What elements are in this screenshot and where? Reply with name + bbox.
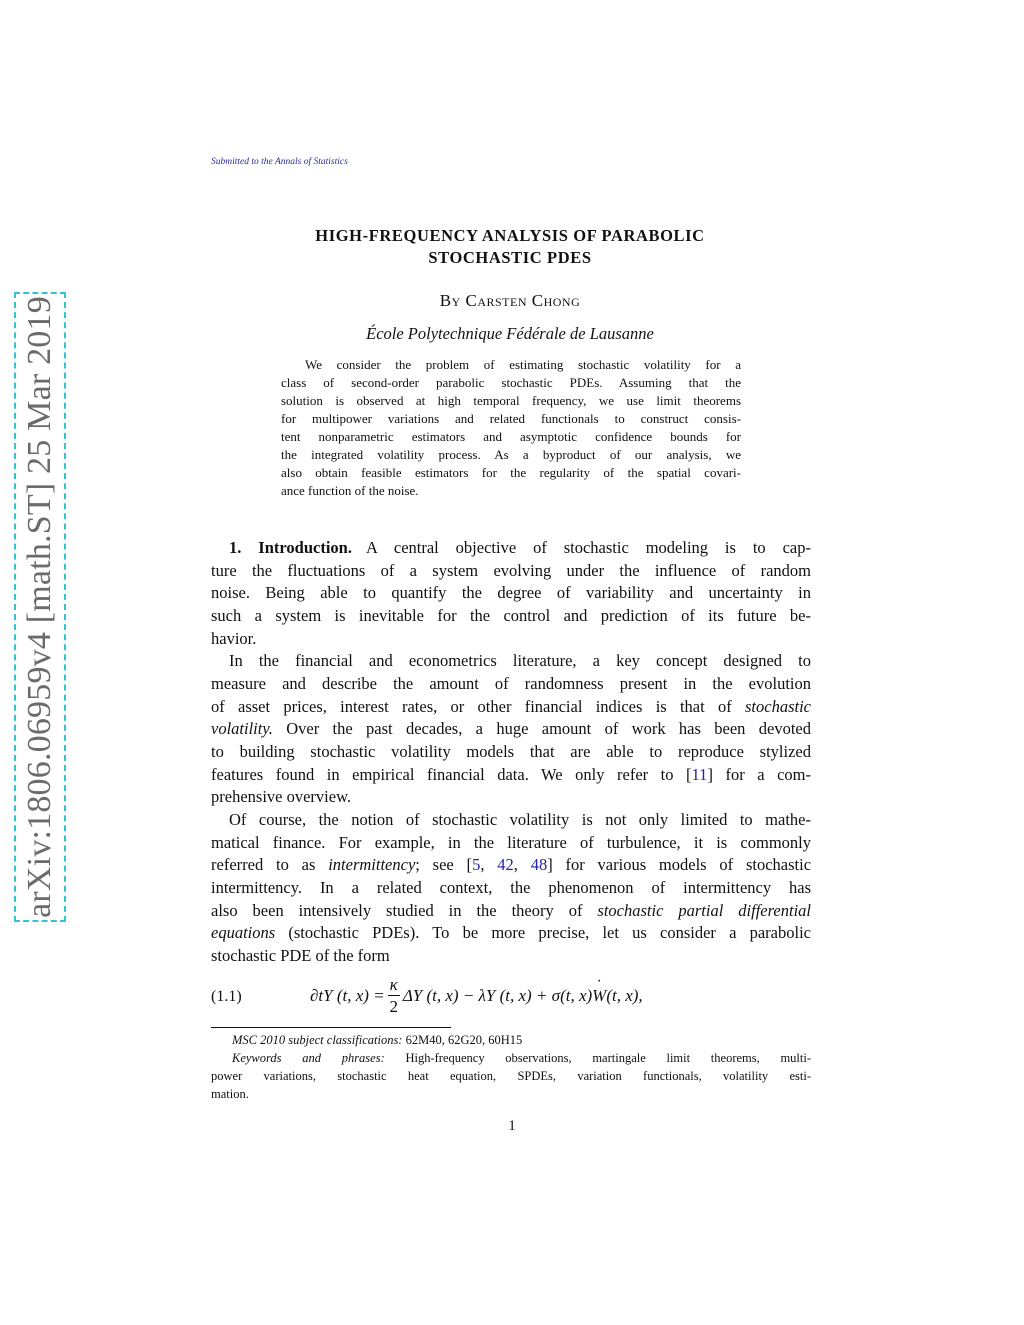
body-line: such a system is inevitable for the control and prediction of its future be-: [211, 606, 811, 625]
body-line: stochastic PDE of the form: [211, 946, 390, 965]
body-line: to building stochastic volatility models that are able to reproduce stylized: [211, 742, 811, 761]
keywords-line: [211, 1049, 811, 1067]
body-line: noise. Being able to quantify the degree of variability and uncertainty in: [211, 583, 811, 602]
text: ] for various models of stochastic: [547, 855, 812, 874]
abstract-line: class of second-order parabolic stochastic PDEs. Assuming that the: [281, 375, 741, 390]
footnote-rule: [211, 1027, 451, 1028]
emphasis: stochastic partial differential: [597, 901, 811, 920]
body-line: Of course, the notion of stochastic volatility is not only limited to mathe-: [229, 810, 811, 829]
noise-symbol: W ˙: [592, 986, 606, 1006]
text: Over the past decades, a huge amount of work has been devoted: [272, 719, 811, 738]
body-line: [211, 764, 811, 787]
section-heading: 1. Introduction.: [229, 538, 352, 557]
body-line: [211, 537, 811, 560]
arxiv-id-text: arXiv:1806.06959v4 [math.ST] 25 Mar 2019: [21, 296, 58, 918]
paper-title-line-2: STOCHASTIC PDES: [428, 248, 592, 267]
body-line: [211, 854, 811, 877]
text: ,: [480, 855, 498, 874]
journal-header[interactable]: Submitted to the Annals of Statistics: [211, 157, 348, 167]
body-line: [211, 922, 811, 945]
equation-rhs-end: (t, x),: [606, 985, 643, 1005]
text: ] for a com-: [707, 765, 811, 784]
abstract-line: the integrated volatility process. As a byproduct of our analysis, we: [281, 447, 741, 462]
body-line: [211, 718, 811, 741]
fraction-numerator: κ: [389, 975, 398, 994]
text: ,: [513, 855, 531, 874]
citation-link[interactable]: 48: [530, 855, 548, 874]
equation-1-1: [310, 976, 643, 1015]
abstract-line: also obtain feasible estimators for the regularity of the spatial covari-: [281, 465, 741, 480]
emphasis: equations: [211, 923, 276, 942]
body-line: In the financial and econometrics literature, a key concept designed to: [229, 651, 811, 670]
abstract-line: tent nonparametric estimators and asymptotic confidence bounds for: [281, 429, 741, 444]
citation-link[interactable]: 42: [497, 855, 514, 874]
citation-link[interactable]: 11: [691, 765, 708, 784]
abstract-line: solution is observed at high temporal frequency, we use limit theorems: [281, 393, 741, 408]
emphasis: volatility.: [211, 719, 273, 738]
msc-value: 62M40, 62G20, 60H15: [402, 1033, 523, 1047]
paper-title-line-1: HIGH-FREQUENCY ANALYSIS OF PARABOLIC: [315, 226, 705, 245]
citation-link[interactable]: 5: [472, 855, 481, 874]
body-line: intermittency. In a related context, the phenomenon of intermittency has: [211, 878, 811, 897]
affiliation: École Polytechnique Fédérale de Lausanne: [366, 324, 654, 343]
equation-fraction: [388, 976, 400, 1015]
text: features found in empirical financial data. We only refer to [: [211, 765, 692, 784]
keywords-value: High-frequency observations, martingale limit theorems, multi-: [384, 1051, 811, 1065]
body-line: matical finance. For example, in the literature of turbulence, it is commonly: [211, 833, 811, 852]
abstract-line: for multipower variations and related functionals to construct consis-: [281, 411, 741, 426]
body-line: ture the fluctuations of a system evolving under the influence of random: [211, 561, 811, 580]
text: also been intensively studied in the theory of: [211, 901, 598, 920]
text: ; see [: [415, 855, 473, 874]
text: referred to as: [211, 855, 329, 874]
keywords-label: Keywords and phrases:: [232, 1051, 385, 1065]
author-name: By Carsten Chong: [439, 291, 581, 310]
keywords-line: mation.: [211, 1087, 249, 1101]
abstract-line: ance function of the noise.: [281, 483, 419, 498]
arxiv-stamp: [14, 292, 66, 922]
msc-classification: [211, 1031, 811, 1049]
text: A central objective of stochastic modeling is to cap-: [365, 538, 811, 557]
equation-lhs: ∂tY (t, x) =: [310, 985, 385, 1005]
body-line: [211, 900, 811, 923]
text: (stochastic PDEs). To be more precise, let us consider a parabolic: [275, 923, 811, 942]
body-line: [211, 696, 811, 719]
keywords-line: power variations, stochastic heat equation, SPDEs, variation functionals, volatility esti-: [211, 1069, 811, 1083]
body-line: measure and describe the amount of randomness present in the evolution: [211, 674, 811, 693]
emphasis: intermittency: [328, 855, 416, 874]
text: of asset prices, interest rates, or other financial indices is that of: [211, 697, 732, 716]
abstract-line: We consider the problem of estimating stochastic volatility for a: [305, 357, 741, 372]
equation-rhs: ΔY (t, x) − λY (t, x) + σ(t, x): [402, 985, 593, 1005]
fraction-denominator: 2: [389, 997, 398, 1016]
emphasis: stochastic: [745, 697, 812, 716]
page-number: 1: [508, 1118, 516, 1134]
msc-label: MSC 2010 subject classifications:: [232, 1033, 403, 1047]
equation-number: (1.1): [211, 988, 242, 1005]
body-line: havior.: [211, 629, 257, 648]
body-line: prehensive overview.: [211, 787, 352, 806]
